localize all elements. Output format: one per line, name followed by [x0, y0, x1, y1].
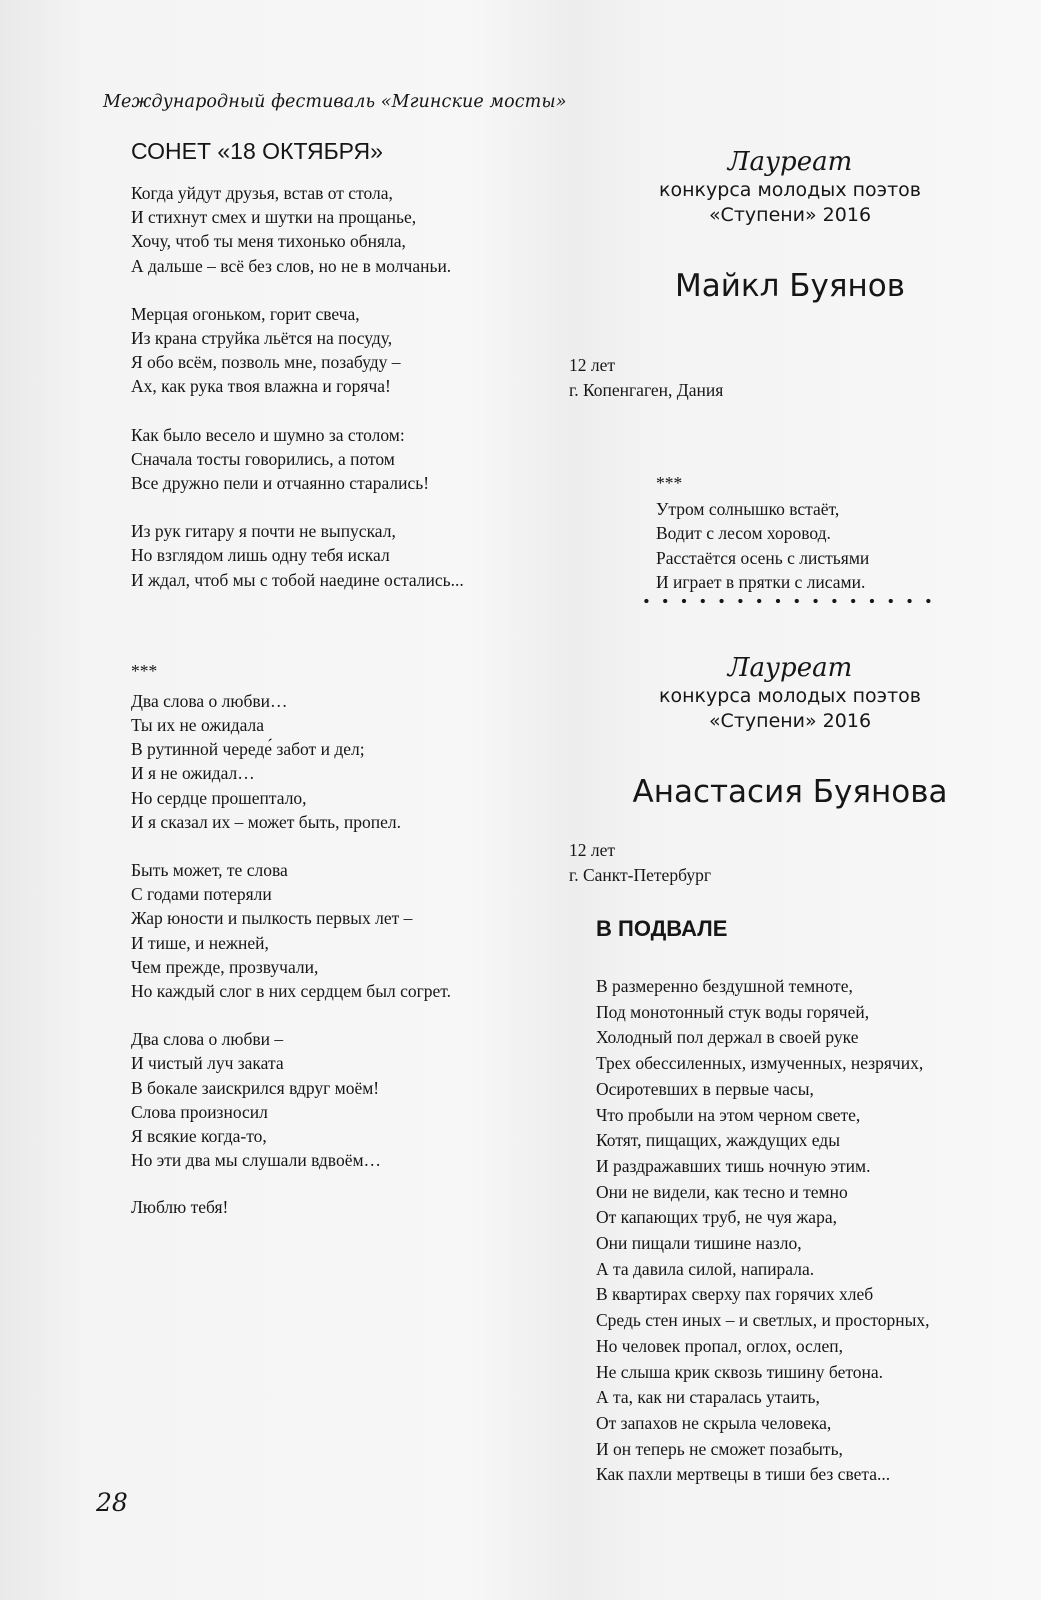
stanza	[131, 1027, 551, 1172]
poem-line: И ждал, чтоб мы с тобой наедине остались...	[131, 569, 464, 590]
poem-line: А дальше – всё без слов, но не в молчаньи.	[131, 255, 452, 276]
poem-line: Они пищали тишине назло,	[596, 1233, 802, 1254]
poem-line: А та давила силой, напирала.	[596, 1258, 815, 1279]
author-city-2: г. Санкт-Петербург	[569, 865, 711, 885]
poem-line: Средь стен иных – и светлых, и просторных,	[596, 1310, 930, 1331]
poem-line: Под монотонный стук воды горячей,	[596, 1001, 870, 1022]
stars-separator: ***	[656, 473, 683, 493]
poem-line: А та, как ни старалась утаить,	[596, 1387, 820, 1408]
poem-line: Я всякие когда-то,	[131, 1126, 267, 1147]
poem-line: И играет в прятки с лисами.	[656, 571, 866, 592]
poem-line: Жар юности и пылкость первых лет –	[131, 908, 413, 929]
closing-line: Люблю тебя!	[131, 1196, 229, 1217]
stanza	[131, 302, 551, 399]
stars-separator: ***	[131, 660, 158, 681]
poem-line: С годами потеряли	[131, 884, 272, 905]
poem-line: Из крана струйка льётся на посуду,	[131, 328, 393, 349]
poem-line: Но эти два мы слушали вдвоём…	[131, 1150, 382, 1171]
poem-line: В бокале заискрился вдруг моём!	[131, 1077, 380, 1098]
poem-line: Как пахли мертвецы в тиши без света...	[596, 1464, 891, 1485]
poem-line: Сначала тосты говорились, а потом	[131, 448, 395, 469]
poem-2-title: В ПОДВАЛЕ	[596, 916, 728, 941]
poem-line: Я обо всём, позволь мне, позабуду –	[131, 352, 401, 373]
author-name-2: Анастасия Буянова	[632, 774, 948, 810]
sonnet-body	[131, 181, 551, 592]
stanza	[131, 519, 551, 592]
sonnet-title: СОНЕТ «18 ОКТЯБРЯ»	[131, 138, 383, 164]
poem-line: Но взглядом лишь одну тебя искал	[131, 545, 390, 566]
poem-line: И тише, и нежней,	[131, 932, 269, 953]
poem-line: Утром солнышко встаёт,	[656, 499, 840, 520]
poem-1	[656, 471, 869, 594]
poem-line: Водит с лесом хоровод.	[656, 523, 831, 544]
poem-line: В квартирах сверху пах горячих хлеб	[596, 1284, 874, 1305]
poem-line: Котят, пищащих, жаждущих еды	[596, 1130, 840, 1151]
left-column	[131, 138, 551, 1219]
contest-year: «Ступени» 2016	[708, 204, 872, 226]
poem-line: В размеренно бездушной темноте,	[596, 976, 853, 996]
poem-line: Слова произносил	[131, 1101, 268, 1122]
poem-line: Два слова о любви –	[131, 1029, 284, 1050]
laureate-heading-1	[580, 146, 1000, 228]
poem-line: И стихнут смех и шутки на прощанье,	[131, 207, 417, 228]
poem-line: Но каждый слог в них сердцем был согрет.	[131, 981, 451, 1002]
stanza	[131, 181, 551, 278]
poem-line: Быть может, те слова	[131, 860, 288, 881]
stanza	[131, 423, 551, 496]
running-header: Международный фестиваль «Мгинские мосты»	[103, 92, 567, 112]
contest-line: конкурса молодых поэтов	[659, 685, 921, 707]
poem-line: Мерцая огоньком, горит свеча,	[131, 303, 360, 324]
poem-line: Что пробыли на этом черном свете,	[596, 1104, 861, 1125]
poem-line: Ты их не ожидала	[131, 715, 265, 736]
poem-line: Осиротевших в первые часы,	[596, 1078, 814, 1099]
laureate-word: Лауреат	[727, 653, 853, 683]
stanza	[131, 858, 551, 1003]
poem-line: И я не ожидал…	[131, 763, 255, 784]
poem-line: Они не видели, как тесно и темно	[596, 1181, 848, 1202]
page-number: 28	[96, 1488, 128, 1517]
author-name-1: Майкл Буянов	[674, 268, 906, 304]
stanza	[131, 689, 551, 834]
poem-line: Трех обессиленных, измученных, незрячих,	[596, 1053, 924, 1074]
poem-line: Хочу, чтоб ты меня тихонько обняла,	[131, 231, 406, 252]
poem-line: Но сердце прошептало,	[131, 787, 307, 808]
poem-line: Не слыша крик сквозь тишину бетона.	[596, 1361, 884, 1382]
poem-line: Все дружно пели и отчаянно старались!	[131, 473, 430, 494]
poem-line: Но человек пропал, оглох, ослеп,	[596, 1335, 844, 1356]
author-age-2: 12 лет	[569, 840, 616, 860]
poem-line: Когда уйдут друзья, встав от стола,	[131, 183, 393, 203]
poem-line: Холодный пол держал в своей руке	[596, 1027, 859, 1048]
poem-line: Чем прежде, прозвучали,	[131, 956, 319, 977]
poem-line: И он теперь не сможет позабыть,	[596, 1438, 843, 1459]
dotted-divider	[637, 596, 937, 606]
poem-line: Из рук гитару я почти не выпускал,	[131, 521, 396, 542]
poem-line: От запахов не скрыла человека,	[596, 1412, 832, 1433]
love-poem-body	[131, 689, 551, 1173]
poem-1-lines	[656, 497, 869, 594]
laureate-word: Лауреат	[727, 147, 853, 177]
contest-year: «Ступени» 2016	[708, 710, 872, 732]
poem-line: Два слова о любви…	[131, 690, 288, 711]
author-age-1: 12 лет	[569, 355, 616, 375]
poem-line: Как было весело и шумно за столом:	[131, 424, 405, 445]
poem-line: И я сказал их – может быть, пропел.	[131, 811, 401, 832]
poem-line: Ах, как рука твоя влажна и горяча!	[131, 376, 391, 397]
laureate-heading-2	[580, 652, 1000, 734]
poem-line: И раздражавших тишь ночную этим.	[596, 1155, 871, 1176]
contest-line: конкурса молодых поэтов	[659, 179, 921, 201]
poem-2-lines	[596, 974, 930, 1488]
poem-line: В рутинной череде́ забот и дел;	[131, 739, 365, 760]
poem-line: Расстаётся осень с листьями	[656, 547, 870, 568]
poem-line: От капающих труб, не чуя жара,	[596, 1207, 837, 1228]
poem-line: И чистый луч заката	[131, 1053, 284, 1074]
author-city-1: г. Копенгаген, Дания	[569, 380, 724, 400]
